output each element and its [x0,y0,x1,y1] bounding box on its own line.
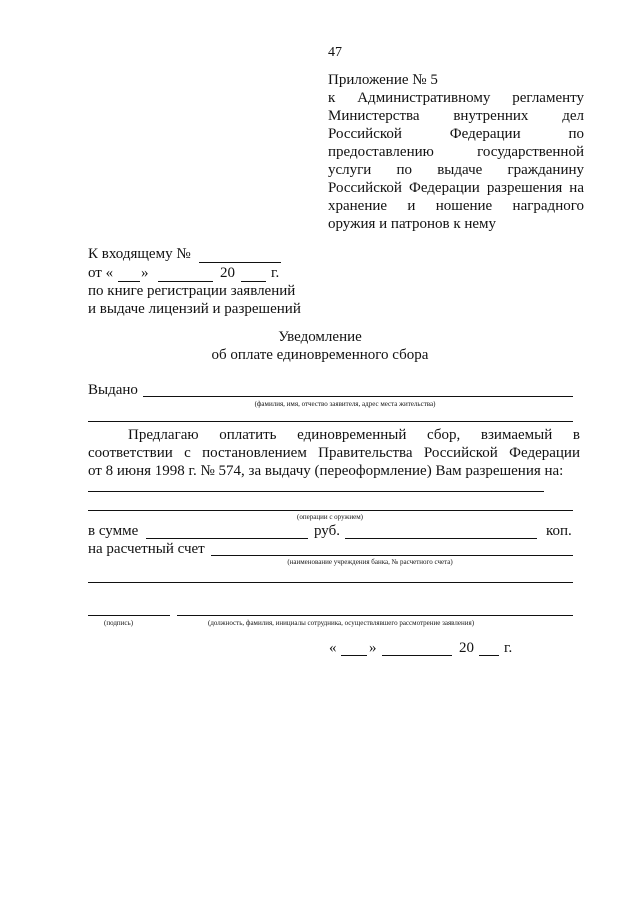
issued-caption: (фамилия, имя, отчество заявителя, адрес места жительства) [254,400,436,408]
appendix-line: хранение и ношение наградного [328,198,584,214]
sum-label: в сумме [88,523,139,539]
sum-kop-label: коп. [546,523,572,539]
incoming-number-label: К входящему № [88,246,191,262]
account-label: на расчетный счет [88,541,205,557]
incoming-date-close: » [141,265,149,281]
appendix-line: к Административному регламенту [328,90,584,106]
issued-line-2[interactable] [88,421,573,422]
incoming-number-line [199,262,281,263]
date-suffix: г. [504,640,513,656]
issued-line[interactable] [143,396,573,397]
incoming-book-line1: по книге регистрации заявлений [88,283,296,299]
body-text-line: соответствии с постановлением Правительства Российской Федерации [88,445,580,461]
date-year: 20 [459,640,474,656]
appendix-line: Российской Федерации по [328,126,584,142]
date-open: « [329,640,337,656]
appendix-line: предоставлению государственной [328,144,584,160]
position-line[interactable] [177,615,573,616]
operations-caption: (операции с оружием) [297,513,363,521]
sum-rub-label: руб. [314,523,340,539]
date-year-line[interactable] [479,655,499,656]
date-month-line[interactable] [382,655,452,656]
incoming-date-prefix: от « [88,265,114,281]
sum-kop-line[interactable] [345,538,537,539]
body-text-line: от 8 июня 1998 г. № 574, за выдачу (переоформление) Вам разрешения на: [88,463,564,479]
signature-line[interactable] [88,615,170,616]
appendix-last-line: оружия и патронов к нему [328,216,497,232]
page-number: 47 [328,45,342,60]
incoming-year: 20 [220,265,235,281]
issued-label: Выдано [88,382,138,398]
operations-line-1[interactable] [88,491,544,492]
date-close: » [369,640,377,656]
appendix-line: Министерства внутренних дел [328,108,584,124]
body-text-line: Предлагаю оплатить единовременный сбор, взимаемый в [128,427,580,443]
sum-rub-line[interactable] [146,538,308,539]
notice-subtitle: об оплате единовременного сбора [211,347,429,363]
notice-title: Уведомление [278,329,362,345]
appendix-line: Российской Федерации разрешения на [328,180,584,196]
appendix-line: услуги по выдаче гражданину [328,162,584,178]
account-line-2[interactable] [88,582,573,583]
account-caption: (наименование учреждения банка, № расчетного счета) [287,558,453,566]
appendix-title: Приложение № 5 [328,72,438,88]
operations-line-2[interactable] [88,510,573,511]
signature-caption: (подпись) [104,619,134,627]
position-caption: (должность, фамилия, инициалы сотрудника, осуществлявшего рассмотрение заявления) [208,619,475,627]
account-line[interactable] [211,555,573,556]
date-day-line[interactable] [341,655,367,656]
incoming-book-line2: и выдаче лицензий и разрешений [88,301,301,317]
incoming-year-suffix: г. [271,265,280,281]
